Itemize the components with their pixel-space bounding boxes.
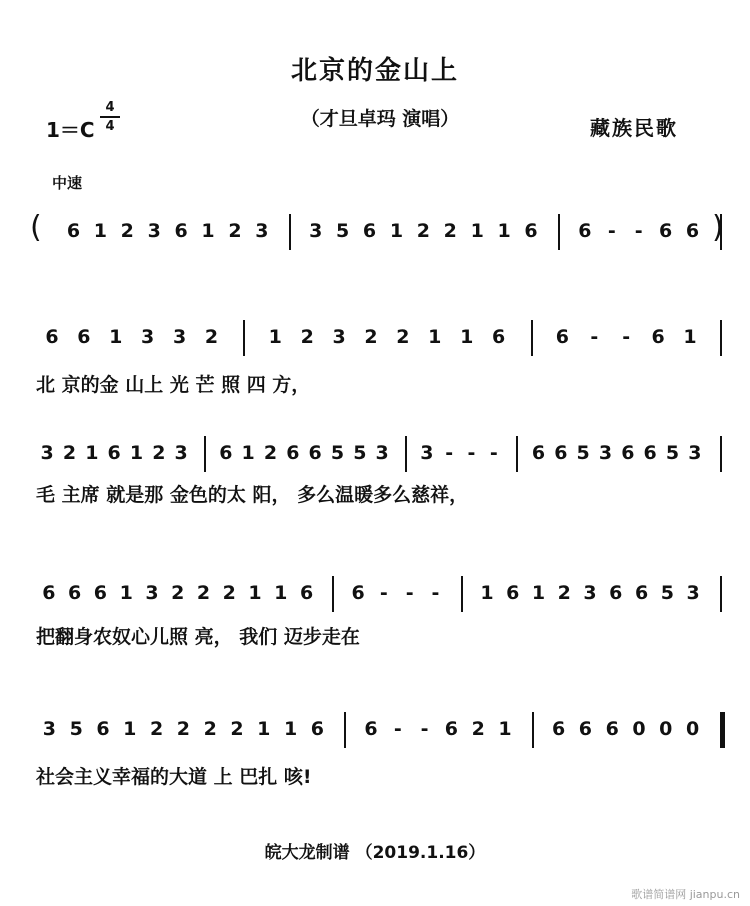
note: 6 xyxy=(554,442,568,464)
note: 3 xyxy=(375,442,389,464)
note: 2 xyxy=(203,718,217,740)
note: 1 xyxy=(497,220,511,242)
note: 6 xyxy=(351,582,365,604)
key-signature: 1＝C xyxy=(46,118,95,142)
bar-line xyxy=(531,320,533,356)
notes-row xyxy=(36,316,726,356)
note: 1 xyxy=(283,718,298,740)
note: 1 xyxy=(93,220,107,242)
note: 1 xyxy=(480,582,494,604)
note: 1 xyxy=(268,326,282,348)
note: 6 xyxy=(219,442,233,464)
note: 3 xyxy=(688,442,702,464)
note: 1 xyxy=(498,718,512,740)
note: 0 xyxy=(659,718,673,740)
note: 6 xyxy=(364,718,378,740)
time-signature xyxy=(100,100,120,134)
bar-line xyxy=(558,214,560,250)
notes-row xyxy=(36,708,726,748)
lyrics-line: 社会主义幸福的大道 上 巴扎 咳! xyxy=(36,766,312,788)
sustain-dash: - xyxy=(590,326,599,348)
note: 1 xyxy=(241,442,255,464)
sustain-dash: - xyxy=(393,718,402,740)
score-maker-credit: 皖大龙制谱 （2019.1.16） xyxy=(264,843,486,863)
note: 1 xyxy=(428,326,442,348)
note: 2 xyxy=(263,442,278,464)
note: 2 xyxy=(471,718,485,740)
note: 3 xyxy=(42,718,56,740)
note: 1 xyxy=(123,718,137,740)
note: 6 xyxy=(107,442,121,464)
note: 6 xyxy=(308,442,322,464)
note: 2 xyxy=(176,718,190,740)
sustain-dash: - xyxy=(445,442,454,464)
sustain-dash: - xyxy=(622,326,631,348)
bar-line-end xyxy=(720,576,722,612)
note: 6 xyxy=(42,582,56,604)
note: 6 xyxy=(605,718,619,740)
note: 2 xyxy=(149,718,164,740)
note: 6 xyxy=(444,718,458,740)
note: 3 xyxy=(141,326,155,348)
watermark: 歌谱简谱网 jianpu.cn xyxy=(631,888,740,901)
sustain-dash: - xyxy=(489,442,498,464)
note: 6 xyxy=(77,326,91,348)
note: 6 xyxy=(174,220,188,242)
note: 3 xyxy=(420,442,434,464)
notes-row xyxy=(36,432,726,472)
note: 2 xyxy=(204,326,219,348)
note: 2 xyxy=(62,442,77,464)
sustain-dash: - xyxy=(431,582,440,604)
time-divider xyxy=(100,116,120,118)
note: 1 xyxy=(201,220,215,242)
note: 6 xyxy=(524,220,538,242)
note: 2 xyxy=(443,220,457,242)
note: 1 xyxy=(460,326,474,348)
note: 0 xyxy=(685,718,700,740)
note: 2 xyxy=(152,442,166,464)
sustain-dash: - xyxy=(607,220,616,242)
note: 6 xyxy=(362,220,377,242)
note: 1 xyxy=(389,220,404,242)
note: 1 xyxy=(274,582,288,604)
bar-line xyxy=(516,436,518,472)
note: 5 xyxy=(330,442,345,464)
note: 2 xyxy=(196,582,211,604)
note: 5 xyxy=(660,582,674,604)
note: 1 xyxy=(119,582,133,604)
bar-line xyxy=(289,214,291,250)
note: 5 xyxy=(665,442,680,464)
note: 6 xyxy=(621,442,635,464)
note: 5 xyxy=(576,442,590,464)
note: 6 xyxy=(578,718,592,740)
note: 0 xyxy=(632,718,646,740)
bar-line xyxy=(405,436,407,472)
note: 3 xyxy=(583,582,597,604)
note: 2 xyxy=(228,220,242,242)
note: 6 xyxy=(96,718,110,740)
note: 6 xyxy=(506,582,520,604)
sustain-dash: - xyxy=(420,718,429,740)
note: 3 xyxy=(174,442,188,464)
note: 6 xyxy=(651,326,665,348)
note: 6 xyxy=(45,326,59,348)
lyrics-line: 把翻身农奴心儿照 亮， 我们 迈步走在 xyxy=(36,626,360,648)
note: 6 xyxy=(609,582,623,604)
note: 5 xyxy=(69,718,83,740)
note: 6 xyxy=(685,220,700,242)
sustain-dash: - xyxy=(379,582,388,604)
note: 2 xyxy=(230,718,244,740)
note: 6 xyxy=(286,442,300,464)
sustain-dash: - xyxy=(467,442,476,464)
note: 3 xyxy=(309,220,323,242)
note: 1 xyxy=(257,718,271,740)
song-title: 北京的金山上 xyxy=(290,56,459,86)
bar-line xyxy=(332,576,334,612)
note: 6 xyxy=(551,718,566,740)
note: 6 xyxy=(299,582,314,604)
lyrics-line: 毛 主席 就是那 金色的太 阳， 多么温暖多么慈祥， xyxy=(36,484,469,506)
notes-row xyxy=(36,210,726,250)
note: 6 xyxy=(66,220,81,242)
time-denominator: 4 xyxy=(105,119,115,134)
note: 3 xyxy=(40,442,54,464)
time-numerator: 4 xyxy=(105,100,115,115)
bar-line xyxy=(243,320,245,356)
note: 6 xyxy=(555,326,570,348)
note: 2 xyxy=(171,582,185,604)
note: 3 xyxy=(147,220,161,242)
note: 2 xyxy=(364,326,378,348)
note: 6 xyxy=(93,582,108,604)
bar-line-end xyxy=(720,320,722,356)
bar-line xyxy=(344,712,346,748)
note: 3 xyxy=(598,442,613,464)
note: 3 xyxy=(332,326,346,348)
repeat-open-paren: ( xyxy=(30,210,42,245)
lyrics-line: 北 京的金 山上 光 芒 照 四 方， xyxy=(36,374,311,396)
repeat-close-paren: ) xyxy=(712,210,724,245)
sustain-dash: - xyxy=(634,220,643,242)
note: 6 xyxy=(578,220,592,242)
note: 1 xyxy=(129,442,144,464)
notes-row xyxy=(36,572,726,612)
note: 2 xyxy=(557,582,571,604)
note: 6 xyxy=(310,718,324,740)
note: 1 xyxy=(531,582,546,604)
sustain-dash: - xyxy=(405,582,414,604)
bar-line xyxy=(461,576,463,612)
note: 3 xyxy=(686,582,700,604)
note: 5 xyxy=(353,442,367,464)
note: 1 xyxy=(248,582,262,604)
note: 3 xyxy=(145,582,159,604)
note: 6 xyxy=(634,582,649,604)
bar-line-end xyxy=(720,436,722,472)
note: 1 xyxy=(470,220,484,242)
note: 2 xyxy=(396,326,410,348)
note: 6 xyxy=(68,582,82,604)
tempo-marking: 中速 xyxy=(52,174,83,192)
performer: （才旦卓玛 演唱） xyxy=(300,108,460,130)
note: 6 xyxy=(659,220,673,242)
note: 1 xyxy=(85,442,99,464)
bar-line xyxy=(204,436,206,472)
note: 6 xyxy=(643,442,657,464)
bar-line xyxy=(532,712,534,748)
note: 1 xyxy=(109,326,123,348)
bar-line-end xyxy=(720,712,725,748)
note: 2 xyxy=(416,220,430,242)
note: 6 xyxy=(491,326,506,348)
genre: 藏族民歌 xyxy=(590,116,678,140)
note: 3 xyxy=(172,326,187,348)
note: 2 xyxy=(222,582,236,604)
note: 5 xyxy=(336,220,350,242)
note: 1 xyxy=(683,326,697,348)
note: 2 xyxy=(300,326,314,348)
note: 6 xyxy=(531,442,546,464)
note: 2 xyxy=(120,220,134,242)
note: 3 xyxy=(255,220,269,242)
